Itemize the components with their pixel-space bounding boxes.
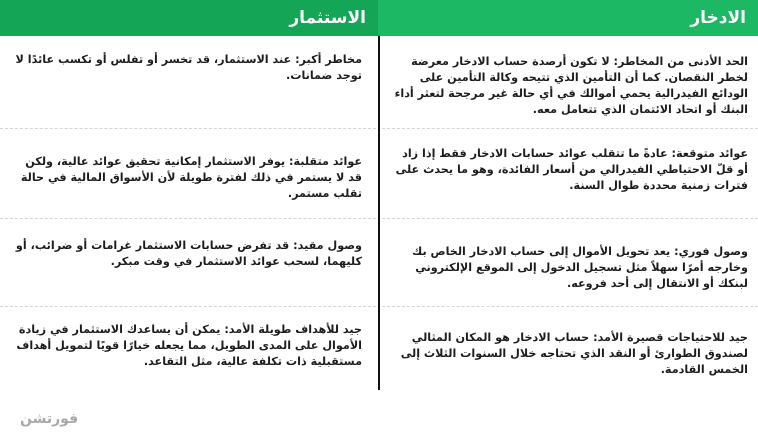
savings-cell-risk: الحد الأدنى من المخاطر: لا تكون أرصدة حساب الادخار معرضة لخطر النقصان. كما أن التأمين الذي تتيحه وكالة التأمين على الودائع الفيدرالية يحمي أموالك في أي حالة غير مرجحة لتعثر أداء البنك أو اتحاد الائتمان الذي تتعامل معه.	[394, 55, 748, 116]
header-savings: الادخار	[378, 0, 758, 36]
investing-cell-risk: مخاطر أكبر: عند الاستثمار، قد تخسر أو تفلس أو تكسب عائدًا لا توجد ضمانات.	[15, 53, 362, 82]
savings-cell-returns: عوائد متوقعة: عادةً ما تتقلب عوائد حسابات الادخار فقط إذا زاد أو قلّ الاحتياطي الفيدرالي من أسعار الفائدة، وهو ما يحدث على فترات زمنية محددة طوال السنة.	[395, 147, 748, 192]
row-separator	[382, 218, 758, 220]
row-separator	[382, 128, 758, 130]
investing-cell-returns: عوائد متقلبة: يوفر الاستثمار إمكانية تحقيق عوائد عالية، ولكن قد لا يستمر في ذلك لفترة طويلة لأن الأسواق المالية في حالة تقلب مستمر.	[20, 155, 362, 200]
savings-cell-term: جيد للاحتياجات قصيرة الأمد: حساب الادخار هو المكان المثالي لصندوق الطوارئ أو النقد الذي تحتاجه خلال السنوات الثلاث إلى الخمس القادمة.	[400, 331, 748, 376]
column-divider	[378, 36, 380, 390]
row-separator	[0, 306, 376, 308]
investing-cell-term: جيد للأهداف طويلة الأمد: يمكن أن يساعدك الاستثمار في زيادة الأموال على المدى الطويل، مما يجعله خيارًا قويًا لتمويل أهداف مستقبلية ذات تكلفة عالية، مثل التقاعد.	[16, 323, 362, 368]
row-separator	[0, 218, 376, 220]
row-separator	[0, 128, 376, 130]
row-separator	[382, 306, 758, 308]
savings-cell-access: وصول فوري: يعد تحويل الأموال إلى حساب الادخار الخاص بك وخارجه أمرًا سهلاً مثل تسجيل الدخول إلى الموقع الإلكتروني لبنكك أو الانتقال إلى أحد فروعه.	[412, 245, 748, 290]
investing-cell-access: وصول مقيد: قد تفرض حسابات الاستثمار غرامات أو ضرائب، أو كليهما، لسحب عوائد الاستثمار في وقت مبكر.	[15, 239, 362, 268]
header-investing: الاستثمار	[0, 0, 378, 36]
fortune-logo: فورتشن	[20, 411, 79, 427]
table-header	[0, 0, 758, 36]
